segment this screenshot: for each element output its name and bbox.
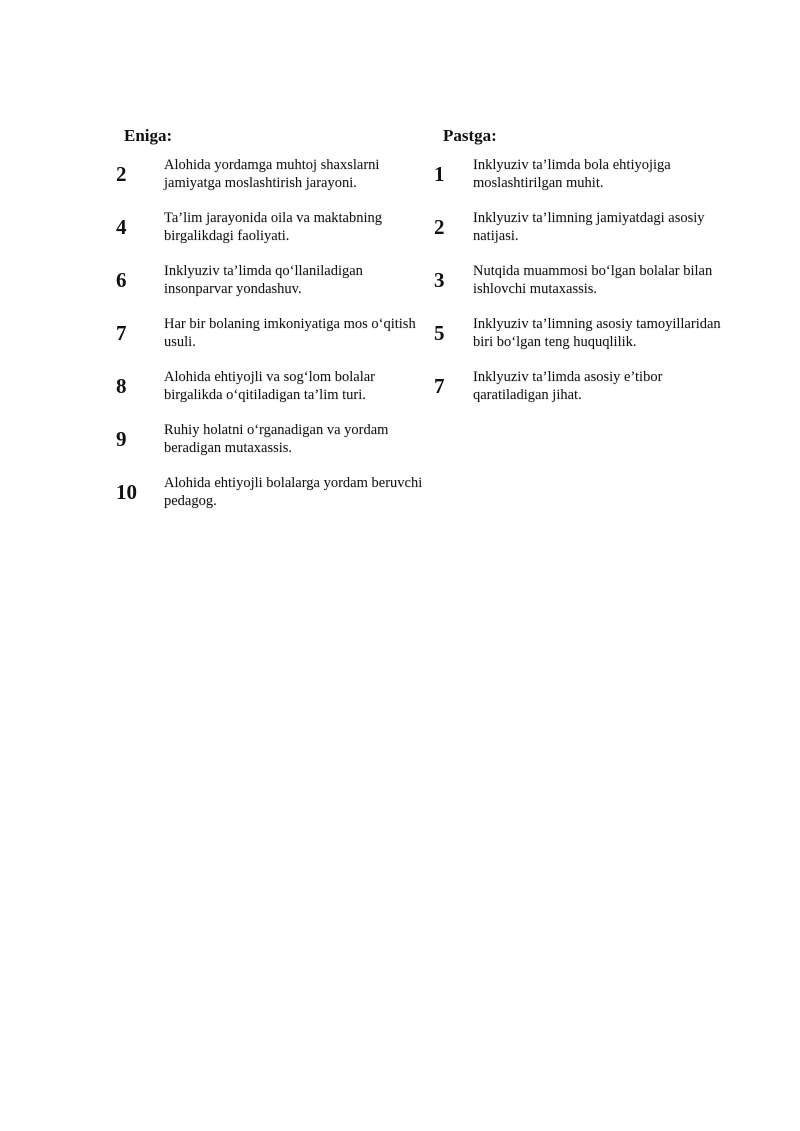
across-clue <box>114 421 424 457</box>
clue-number: 7 <box>434 373 445 398</box>
clue-text: Inklyuziv ta’limda bola ehtiyojiga moslashtirilgan muhit. <box>473 157 671 191</box>
clue-number: 5 <box>434 320 445 345</box>
down-clue <box>433 368 733 404</box>
across-clue <box>114 368 424 404</box>
clue-number: 9 <box>116 426 127 451</box>
across-clue <box>114 315 424 351</box>
clue-number: 2 <box>434 214 445 239</box>
across-clue <box>114 262 424 298</box>
clue-number: 4 <box>116 214 127 239</box>
clue-number: 7 <box>116 320 127 345</box>
clue-text: Alohida yordamga muhtoj shaxslarni jamiyatga moslashtirish jarayoni. <box>164 157 380 191</box>
down-clue <box>433 156 733 192</box>
down-clues-column <box>433 124 733 421</box>
clue-text: Alohida ehtiyojli va sog‘lom bolalar birgalikda o‘qitiladigan ta’lim turi. <box>164 369 376 403</box>
across-clue <box>114 209 424 245</box>
clue-number: 10 <box>116 479 137 504</box>
clue-text: Ta’lim jarayonida oila va maktabning birgalikdagi faoliyati. <box>164 210 383 244</box>
across-heading: Eniga: <box>124 126 173 145</box>
across-clue <box>114 474 424 510</box>
clue-number: 2 <box>116 161 127 186</box>
down-heading: Pastga: <box>443 126 497 145</box>
clue-number: 3 <box>434 267 445 292</box>
down-clue <box>433 315 733 351</box>
down-clue <box>433 209 733 245</box>
clue-text: Inklyuziv ta’limda asosiy e’tibor qaratiladigan jihat. <box>473 369 663 403</box>
across-clue <box>114 156 424 192</box>
clue-text: Har bir bolaning imkoniyatiga mos o‘qitish usuli. <box>164 316 416 350</box>
clue-number: 6 <box>116 267 127 292</box>
across-clues-column <box>114 124 424 527</box>
down-clue <box>433 262 733 298</box>
clue-text: Inklyuziv ta’limda qo‘llaniladigan insonparvar yondashuv. <box>164 263 363 297</box>
clue-number: 8 <box>116 373 127 398</box>
clue-text: Inklyuziv ta’limning jamiyatdagi asosiy natijasi. <box>473 210 705 244</box>
clue-text: Nutqida muammosi bo‘lgan bolalar bilan ishlovchi mutaxassis. <box>473 263 713 297</box>
clue-text: Alohida ehtiyojli bolalarga yordam beruvchi pedagog. <box>164 475 423 509</box>
clue-number: 1 <box>434 161 445 186</box>
clue-text: Ruhiy holatni o‘rganadigan va yordam beradigan mutaxassis. <box>164 422 389 456</box>
clue-text: Inklyuziv ta’limning asosiy tamoyillaridan biri bo‘lgan teng huquqlilik. <box>473 316 721 350</box>
